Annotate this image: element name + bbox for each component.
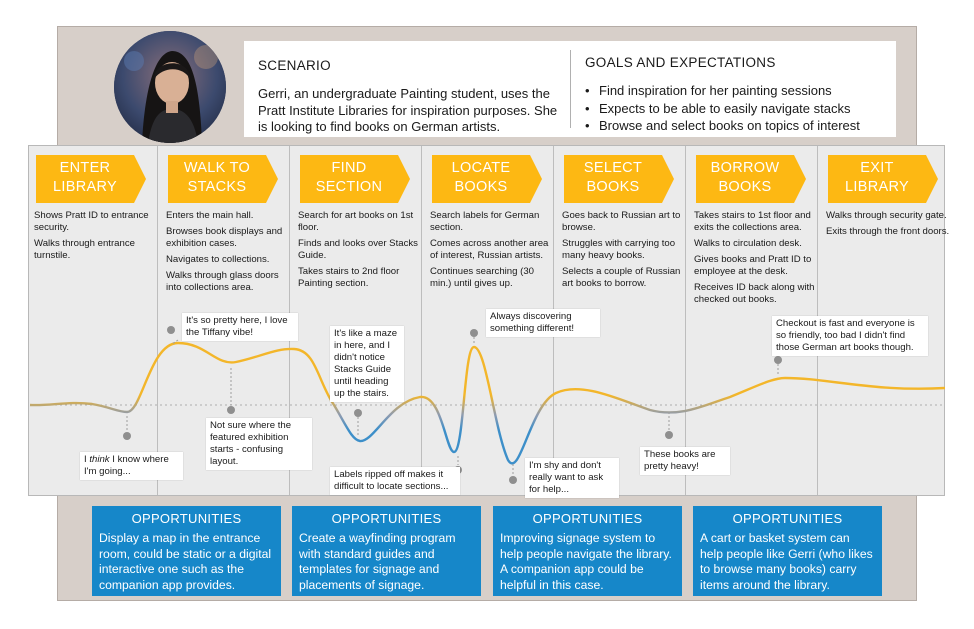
quote-marker bbox=[509, 476, 517, 484]
quote-marker bbox=[470, 329, 478, 337]
opportunity-card bbox=[493, 506, 682, 596]
opportunity-card bbox=[693, 506, 882, 596]
stage-label: ENTER LIBRARY bbox=[53, 160, 117, 195]
quote-bubble-confusing-layout: Not sure where the featured exhibition starts - confusing layout. bbox=[206, 418, 312, 470]
quote-marker bbox=[167, 326, 175, 334]
emotion-line bbox=[30, 343, 945, 463]
opportunity-title: OPPORTUNITIES bbox=[131, 511, 242, 526]
quote-bubble-shy: I'm shy and don't really want to ask for help... bbox=[525, 458, 619, 498]
goal-item: • Browse and select books on topics of interest bbox=[585, 117, 860, 135]
quote-marker bbox=[354, 409, 362, 417]
stage-label: FIND SECTION bbox=[315, 160, 383, 195]
stage-label: SELECT BOOKS bbox=[583, 160, 643, 195]
quote-marker bbox=[123, 432, 131, 440]
opportunity-card bbox=[92, 506, 281, 596]
opportunity-text: A cart or basket system can help people like Gerri (who likes to browse many books) carry items around the library. bbox=[700, 531, 873, 592]
stage-label: EXIT LIBRARY bbox=[845, 160, 909, 195]
goal-item: • Expects to be able to easily navigate stacks bbox=[585, 100, 860, 118]
quote-marker bbox=[774, 356, 782, 364]
quote-bubble-tiffany: It's so pretty here, I love the Tiffany vibe! bbox=[182, 313, 298, 341]
goal-item: • Find inspiration for her painting sessions bbox=[585, 82, 860, 100]
stage-description-find-section: Search for art books on 1st floor. Finds and looks over Stacks Guide. Takes stairs to 2nd floor Painting section. bbox=[298, 210, 418, 289]
stage-label: BORROW BOOKS bbox=[710, 160, 780, 195]
stage-description-select-books: Goes back to Russian art to browse. Struggles with carrying too many heavy books. Selects a couple of Russian art books to borrow. bbox=[562, 210, 681, 289]
quote-bubble-maze: It's like a maze in here, and I didn't notice Stacks Guide until heading up the stairs. bbox=[330, 326, 404, 402]
opportunity-text: Display a map in the entrance room, could be static or a digital interactive one such as the companion app provides. bbox=[99, 531, 272, 592]
opportunity-card bbox=[292, 506, 481, 596]
stage-description-exit-library: Walks through security gate. Exits through the front doors. bbox=[826, 210, 950, 237]
scenario-text: Gerri, an undergraduate Painting student, uses the Pratt Institute Libraries for inspiration purposes. She is looking to find books on German artists. bbox=[258, 86, 558, 134]
quote-marker bbox=[665, 431, 673, 439]
goals-title: GOALS AND EXPECTATIONS bbox=[585, 55, 776, 70]
opportunity-title: OPPORTUNITIES bbox=[331, 511, 442, 526]
stage-description-enter-library: Shows Pratt ID to entrance security. Walks through entrance turnstile. bbox=[34, 210, 149, 261]
quote-bubble-labels-ripped: Labels ripped off makes it difficult to locate sections... bbox=[330, 467, 460, 495]
scenario-title: SCENARIO bbox=[258, 58, 331, 73]
quote-bubble-checkout: Checkout is fast and everyone is so friendly, too bad I didn't find those German art books though. bbox=[772, 316, 928, 356]
quote-marker bbox=[227, 406, 235, 414]
opportunity-title: OPPORTUNITIES bbox=[732, 511, 843, 526]
quote-bubble-heavy-books: These books are pretty heavy! bbox=[640, 447, 730, 475]
stage-label: LOCATE BOOKS bbox=[451, 160, 511, 195]
opportunity-text: Improving signage system to help people navigate the library. A companion app could be helpful in this case. bbox=[500, 531, 672, 592]
quote-bubble-discovering: Always discovering something different! bbox=[486, 309, 600, 337]
stage-description-walk-to-stacks: Enters the main hall. Browses book displays and exhibition cases. Navigates to collections. Walks through glass doors into collections area. bbox=[166, 210, 283, 293]
opportunity-text: Create a wayfinding program with standard guides and templates for signage and placements of signage. bbox=[299, 531, 456, 592]
opportunity-title: OPPORTUNITIES bbox=[532, 511, 643, 526]
stage-label: WALK TO STACKS bbox=[183, 160, 251, 195]
stage-description-locate-books: Search labels for German section. Comes across another area of interest, Russian artists. Continues searching (30 min.) until gives up. bbox=[430, 210, 549, 289]
stage-description-borrow-books: Takes stairs to 1st floor and exits the collections area. Walks to circulation desk. Gives books and Pratt ID to employee at the desk. Receives ID back along with checked out books. bbox=[694, 210, 815, 305]
quote-bubble-enter-library: I think I know where I'm going... bbox=[80, 452, 183, 480]
